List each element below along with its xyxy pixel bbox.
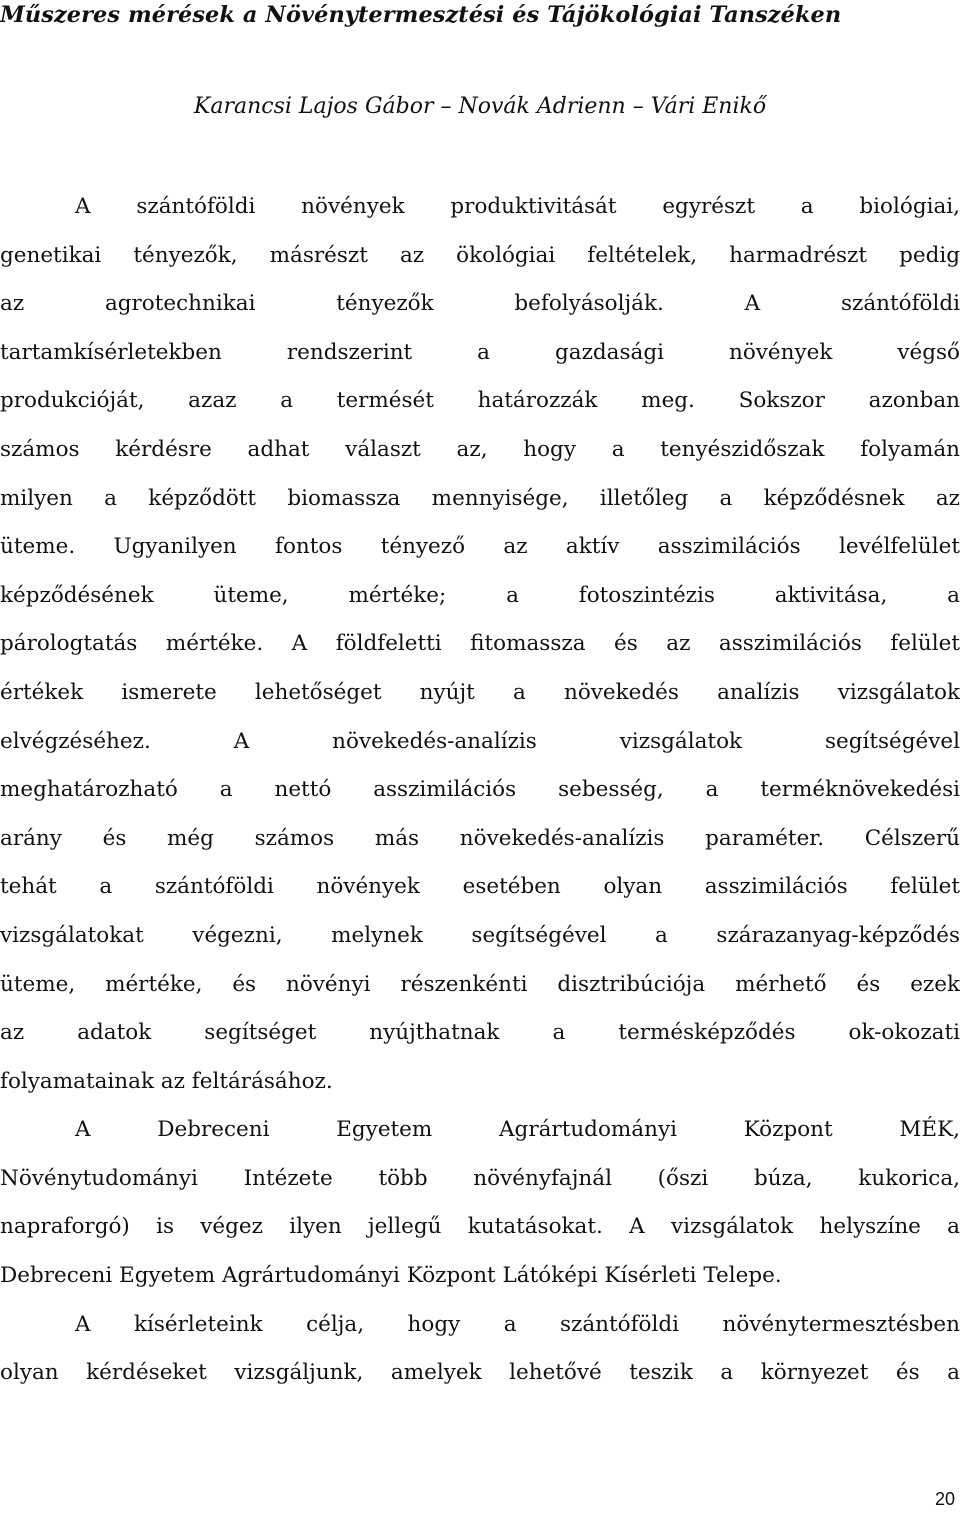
text-line: tartamkísérletekben rendszerint a gazdasági növények végső <box>0 339 960 365</box>
text-line: az adatok segítséget nyújthatnak a termésképződés ok-okozati <box>0 1020 960 1046</box>
text-line: olyan kérdéseket vizsgáljunk, amelyek lehetővé teszik a környezet és a <box>0 1360 960 1386</box>
text-line: A Debreceni Egyetem Agrártudományi Központ MÉK, <box>75 1117 960 1143</box>
text-line: A szántóföldi növények produktivitását egyrészt a biológiai, <box>75 194 960 219</box>
text-line: A kísérleteink célja, hogy a szántóföldi növénytermesztésben <box>75 1311 960 1337</box>
text-line: genetikai tényezők, másrészt az ökológiai feltételek, harmadrészt pedig <box>0 242 960 268</box>
paragraph-3 <box>0 1301 960 1398</box>
text-line: meghatározható a nettó asszimilációs sebesség, a terméknövekedési <box>0 777 960 803</box>
text-line: produkcióját, azaz a termését határozzák meg. Sokszor azonban <box>0 388 960 414</box>
document-title: Műszeres mérések a Növénytermesztési és Tájökológiai Tanszéken <box>0 2 842 28</box>
text-line: Növénytudományi Intézete több növényfajnál (őszi búza, kukorica, <box>0 1165 960 1191</box>
text-line: tehát a szántóföldi növények esetében olyan asszimilációs felület <box>0 874 960 900</box>
text-line: milyen a képződött biomassza mennyisége, illetőleg a képződésnek az <box>0 485 960 511</box>
text-line: számos kérdésre adhat választ az, hogy a tenyészidőszak folyamán <box>0 436 960 462</box>
text-line: értékek ismerete lehetőséget nyújt a növekedés analízis vizsgálatok <box>0 679 960 705</box>
text-line: képződésének üteme, mértéke; a fotoszintézis aktivitása, a <box>0 582 960 608</box>
text-line: Debreceni Egyetem Agrártudományi Központ Látóképi Kísérleti Telepe. <box>0 1263 782 1289</box>
text-line: elvégzéséhez. A növekedés-analízis vizsgálatok segítségével <box>0 728 960 754</box>
paragraph-1 <box>0 183 960 1106</box>
page-number: 20 <box>934 1489 955 1509</box>
text-line: vizsgálatokat végezni, melynek segítségével a szárazanyag-képződés <box>0 922 960 948</box>
text-line: arány és még számos más növekedés-analízis paraméter. Célszerű <box>0 825 960 851</box>
text-line: folyamatainak az feltárásához. <box>0 1068 333 1094</box>
text-line: napraforgó) is végez ilyen jellegű kutatásokat. A vizsgálatok helyszíne a <box>0 1214 960 1240</box>
text-line: üteme, mértéke, és növényi részenkénti disztribúciója mérhető és ezek <box>0 971 960 997</box>
body-text <box>0 183 960 1398</box>
text-line: az agrotechnikai tényezők befolyásolják. A szántóföldi <box>0 291 960 317</box>
paragraph-2 <box>0 1106 960 1300</box>
authors-line: Karancsi Lajos Gábor – Novák Adrienn – Vári Enikő <box>193 94 767 119</box>
text-line: párologtatás mértéke. A földfeletti fitomassza és az asszimilációs felület <box>0 631 960 657</box>
text-line: üteme. Ugyanilyen fontos tényező az aktív asszimilációs levélfelület <box>0 534 960 560</box>
